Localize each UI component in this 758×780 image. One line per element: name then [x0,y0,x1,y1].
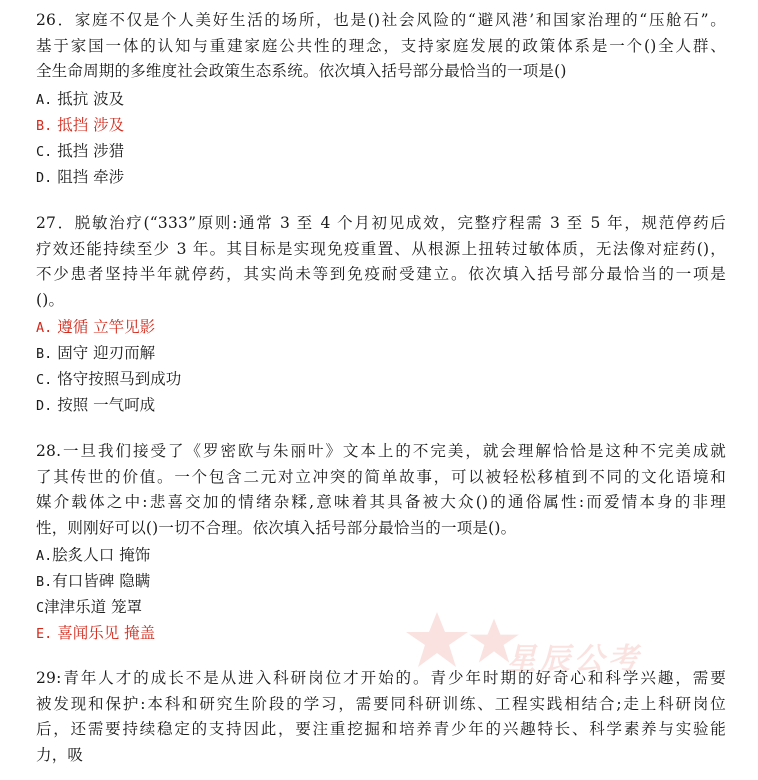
option-a-correct: A. 遵循 立竿见影 [36,318,156,336]
stem-line: 后，还需要持续稳定的支持因此，要注重挖掘和培养青少年的兴趣特长、科学素养与实验能 [36,720,726,738]
option-c: C. 抵挡 涉猎 [36,141,125,160]
stem-line: 29:青年人才的成长不是从进入科研岗位才开始的。青少年时期的好奇心和科学兴趣，需要 [36,669,726,687]
question-stem [36,211,726,313]
question-27 [36,211,726,419]
option-e-correct: E. 喜闻乐见 掩盖 [36,624,156,642]
question-29 [36,666,726,768]
question-26 [36,8,726,191]
option-b: B.有口皆碑 隐瞒 [36,572,151,590]
stem-line: 27．脱敏治疗(“333”原则:通常 3 至 4 个月初见成效，完整疗程需 3 至 5 年，规范停药后 [36,214,726,232]
option-b-correct: B. 抵挡 涉及 [36,115,125,134]
option-d: D. 阻挡 牵涉 [36,167,125,186]
stem-line: ()。 [36,290,65,309]
question-stem [36,666,726,768]
stem-line: 全生命周期的多维度社会政策生态系统。依次填入括号部分最恰当的一项是() [36,62,567,80]
stem-line: 基于家国一体的认知与重建家庭公共性的理念，支持家庭发展的政策体系是一个()全人群、 [36,36,726,55]
option-b: B. 固守 迎刃而解 [36,344,156,362]
option-a: A.脍炙人口 掩饰 [36,546,151,564]
stem-line: 28.一旦我们接受了《罗密欧与朱丽叶》文本上的不完美，就会理解恰恰是这种不完美成就 [36,442,726,460]
stem-line: 了其传世的价值。一个包含二元对立冲突的简单故事，可以被轻松移植到不同的文化语境和 [36,467,726,486]
option-c: C津津乐道 笼罩 [36,598,143,616]
stem-line: 26．家庭不仅是个人美好生活的场所，也是()社会风险的“避风港’和国家治理的“压舱石”。 [36,11,726,29]
question-stem [36,8,726,85]
stem-line: 被发现和保护:本科和研究生阶段的学习，需要同科研训练、工程实践相结合;走上科研岗位 [36,694,726,713]
watermark-text: 星辰公考 [506,642,642,677]
option-d: D. 按照 一气呵成 [36,396,156,414]
option-a: A. 抵抗 波及 [36,89,125,108]
option-c: C. 恪守按照马到成功 [36,370,182,388]
stem-line: 疗效还能持续至少 3 年。其目标是实现免疫重置、从根源上扭转过敏体质，无法像对症药()， [36,239,726,258]
stem-line: 性，则刚好可以()一切不合理。依次填入括号部分最恰当的一项是()。 [36,518,517,537]
question-stem [36,439,726,541]
stem-line: 不少患者坚持半年就停药，其实尚未等到免疫耐受建立。依次填入括号部分最恰当的一项是 [36,265,726,283]
question-28 [36,439,726,647]
stem-line: 力，吸 [36,745,84,764]
stem-line: 媒介载体之中:悲喜交加的情绪杂糅,意味着其具备被大众()的通俗属性:而爱情本身的非理 [36,493,726,511]
